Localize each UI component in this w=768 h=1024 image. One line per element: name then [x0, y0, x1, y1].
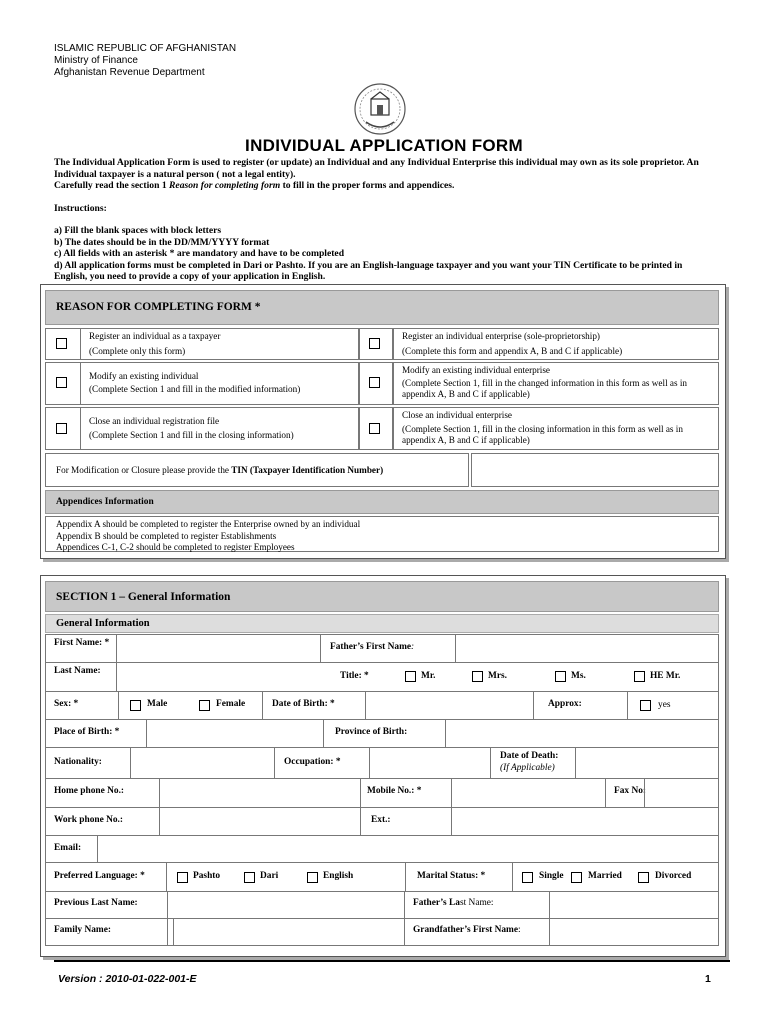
reason-option-note: (Complete Section 1, fill in the changed information in this form as well as in appendix A, B and C if applicable): [402, 378, 688, 399]
family-name-input[interactable]: [174, 919, 403, 945]
intro-paragraph: The Individual Application Form is used to register (or update) an Individual and any Individual Enterprise this individual may own as its sole proprietor. An Individual taxpayer is a natural person ( not a legal entity).: [54, 157, 699, 180]
fax-label: Fax No:: [614, 786, 647, 796]
reason-option-note: (Complete this form and appendix A, B and C if applicable): [402, 346, 623, 356]
sex-female-checkbox[interactable]: [199, 700, 210, 711]
date-of-birth-label: Date of Birth: *: [272, 699, 335, 709]
instruction-b: b) The dates should be in the DD/MM/YYYY format: [54, 236, 270, 248]
date-of-death-note: (If Applicable): [500, 763, 555, 773]
grandfathers-first-name-input[interactable]: [550, 919, 718, 945]
marital-married-checkbox[interactable]: [571, 872, 582, 883]
title-mr-checkbox[interactable]: [405, 671, 416, 682]
sex-female-label: Female: [216, 699, 246, 709]
approx-yes-checkbox[interactable]: [640, 700, 651, 711]
fathers-last-name-label: Father’s Last Name:: [413, 898, 494, 908]
occupation-label: Occupation: *: [284, 757, 341, 767]
footer-rule: [54, 960, 730, 962]
instruction-d: d) All application forms must be completed in Dari or Pashto. If you are an English-language taxpayer and you want your TIN Certificate to be printed in English, you need to provide a copy of your application in English.: [54, 259, 683, 282]
previous-last-name-input[interactable]: [168, 892, 404, 917]
first-name-label: First Name: *: [54, 638, 110, 648]
title-mrs-label: Mrs.: [488, 671, 508, 681]
language-dari-checkbox[interactable]: [244, 872, 255, 883]
national-emblem-icon: [352, 82, 408, 136]
instruction-a: a) Fill the blank spaces with block letters: [54, 225, 222, 236]
general-info-subtitle: General Information: [45, 614, 719, 633]
title-ms-checkbox[interactable]: [555, 671, 566, 682]
email-input[interactable]: [98, 836, 718, 861]
ext-label: Ext.:: [371, 815, 391, 825]
work-phone-label: Work phone No.:: [54, 815, 124, 825]
reason-option-label: Register an individual enterprise (sole-proprietorship): [402, 331, 600, 341]
language-pashto-checkbox[interactable]: [177, 872, 188, 883]
approx-label: Approx:: [548, 699, 582, 709]
language-dari-label: Dari: [260, 871, 279, 881]
tin-input[interactable]: [471, 453, 719, 487]
issuer-block: [54, 43, 236, 79]
version-label: Version : 2010-01-022-001-E: [58, 973, 197, 985]
sex-male-label: Male: [147, 699, 168, 709]
reason-option-label: Close an individual enterprise: [402, 410, 512, 420]
date-of-death-input[interactable]: [576, 748, 718, 777]
language-english-label: English: [323, 871, 354, 881]
last-name-label: Last Name:: [54, 666, 101, 676]
reason-option-note: (Complete Section 1, fill in the closing information in this form as well as in appendix A, B and C if applicable): [402, 424, 683, 445]
province-of-birth-input[interactable]: [446, 720, 718, 746]
mobile-input[interactable]: [452, 779, 605, 806]
nationality-label: Nationality:: [54, 757, 102, 767]
work-phone-input[interactable]: [160, 808, 360, 834]
intro-text: [54, 157, 714, 283]
reason-option-note: (Complete only this form): [89, 346, 186, 356]
reason-option-label: Register an individual as a taxpayer: [89, 331, 221, 341]
approx-yes-label: yes: [658, 700, 671, 710]
appendices-info: [45, 516, 719, 552]
fax-input[interactable]: [645, 779, 718, 806]
reason-option-note: (Complete Section 1 and fill in the modified information): [89, 384, 301, 394]
reason-option-note: (Complete Section 1 and fill in the closing information): [89, 430, 294, 440]
reason-modify-individual-checkbox[interactable]: [56, 377, 67, 388]
ext-input[interactable]: [452, 808, 718, 834]
marital-divorced-label: Divorced: [655, 871, 692, 881]
reason-close-enterprise-checkbox[interactable]: [369, 423, 380, 434]
instruction-c: c) All fields with an asterisk * are mandatory and have to be completed: [54, 248, 345, 259]
fathers-last-name-input[interactable]: [550, 892, 718, 917]
reason-option-label: Modify an existing individual: [89, 371, 199, 381]
title-ms-label: Ms.: [571, 671, 586, 681]
preferred-language-label: Preferred Language: *: [54, 871, 145, 881]
home-phone-input[interactable]: [160, 779, 360, 806]
reason-section-title: REASON FOR COMPLETING FORM *: [45, 290, 719, 325]
nationality-input[interactable]: [131, 748, 274, 777]
department-name: Afghanistan Revenue Department: [54, 67, 205, 78]
family-name-label: Family Name:: [54, 925, 112, 935]
language-english-checkbox[interactable]: [307, 872, 318, 883]
marital-divorced-checkbox[interactable]: [638, 872, 649, 883]
reason-register-enterprise-checkbox[interactable]: [369, 338, 380, 349]
form-title: INDIVIDUAL APPLICATION FORM: [245, 136, 523, 155]
title-mrs-checkbox[interactable]: [472, 671, 483, 682]
occupation-input[interactable]: [370, 748, 490, 777]
fathers-first-name-label: Father’s First Name:: [330, 642, 415, 652]
reason-modify-enterprise-checkbox[interactable]: [369, 377, 380, 388]
title-label: Title: *: [340, 671, 369, 681]
date-of-death-label: Date of Death:: [500, 751, 559, 761]
intro-read-note: Carefully read the section 1 Reason for completing form to fill in the proper forms and appendices.: [54, 180, 455, 191]
sex-male-checkbox[interactable]: [130, 700, 141, 711]
marital-married-label: Married: [588, 871, 622, 881]
marital-single-label: Single: [539, 871, 564, 881]
page-number: 1: [705, 973, 711, 985]
country-name: ISLAMIC REPUBLIC OF AFGHANISTAN: [54, 43, 237, 54]
province-of-birth-label: Province of Birth:: [335, 727, 408, 737]
first-name-input[interactable]: [117, 635, 320, 661]
appendix-b-note: Appendix B should be completed to register Establishments: [56, 530, 277, 541]
ministry-name: Ministry of Finance: [54, 55, 138, 66]
last-name-input[interactable]: [117, 663, 320, 690]
appendix-a-note: Appendix A should be completed to register the Enterprise owned by an individual: [56, 519, 361, 529]
tin-label: For Modification or Closure please provide the TIN (Taxpayer Identification Number): [45, 453, 469, 487]
title-he-mr-checkbox[interactable]: [634, 671, 645, 682]
mobile-label: Mobile No.: *: [367, 786, 422, 796]
place-of-birth-input[interactable]: [147, 720, 322, 746]
marital-single-checkbox[interactable]: [522, 872, 533, 883]
appendix-c-note: Appendices C-1, C-2 should be completed to register Employees: [56, 542, 295, 552]
instructions-heading: Instructions:: [54, 202, 107, 214]
grandfathers-first-name-label: Grandfather’s First Name:: [413, 925, 521, 935]
place-of-birth-label: Place of Birth: *: [54, 727, 120, 737]
section-1-title: SECTION 1 – General Information: [45, 581, 719, 612]
reason-option-label: Modify an existing individual enterprise: [402, 365, 550, 375]
title-mr-label: Mr.: [421, 671, 436, 681]
previous-last-name-label: Previous Last Name:: [54, 898, 138, 908]
email-label: Email:: [54, 843, 82, 853]
home-phone-label: Home phone No.:: [54, 786, 125, 796]
appendices-title: Appendices Information: [45, 490, 719, 514]
fathers-first-name-input[interactable]: [456, 635, 718, 661]
reason-option-label: Close an individual registration file: [89, 416, 220, 426]
marital-status-label: Marital Status: *: [417, 871, 486, 881]
title-he-mr-label: HE Mr.: [650, 671, 681, 681]
reason-close-individual-checkbox[interactable]: [56, 423, 67, 434]
language-pashto-label: Pashto: [193, 871, 221, 881]
date-of-birth-input[interactable]: [366, 692, 533, 718]
sex-label: Sex: *: [54, 699, 79, 709]
reason-register-individual-checkbox[interactable]: [56, 338, 67, 349]
